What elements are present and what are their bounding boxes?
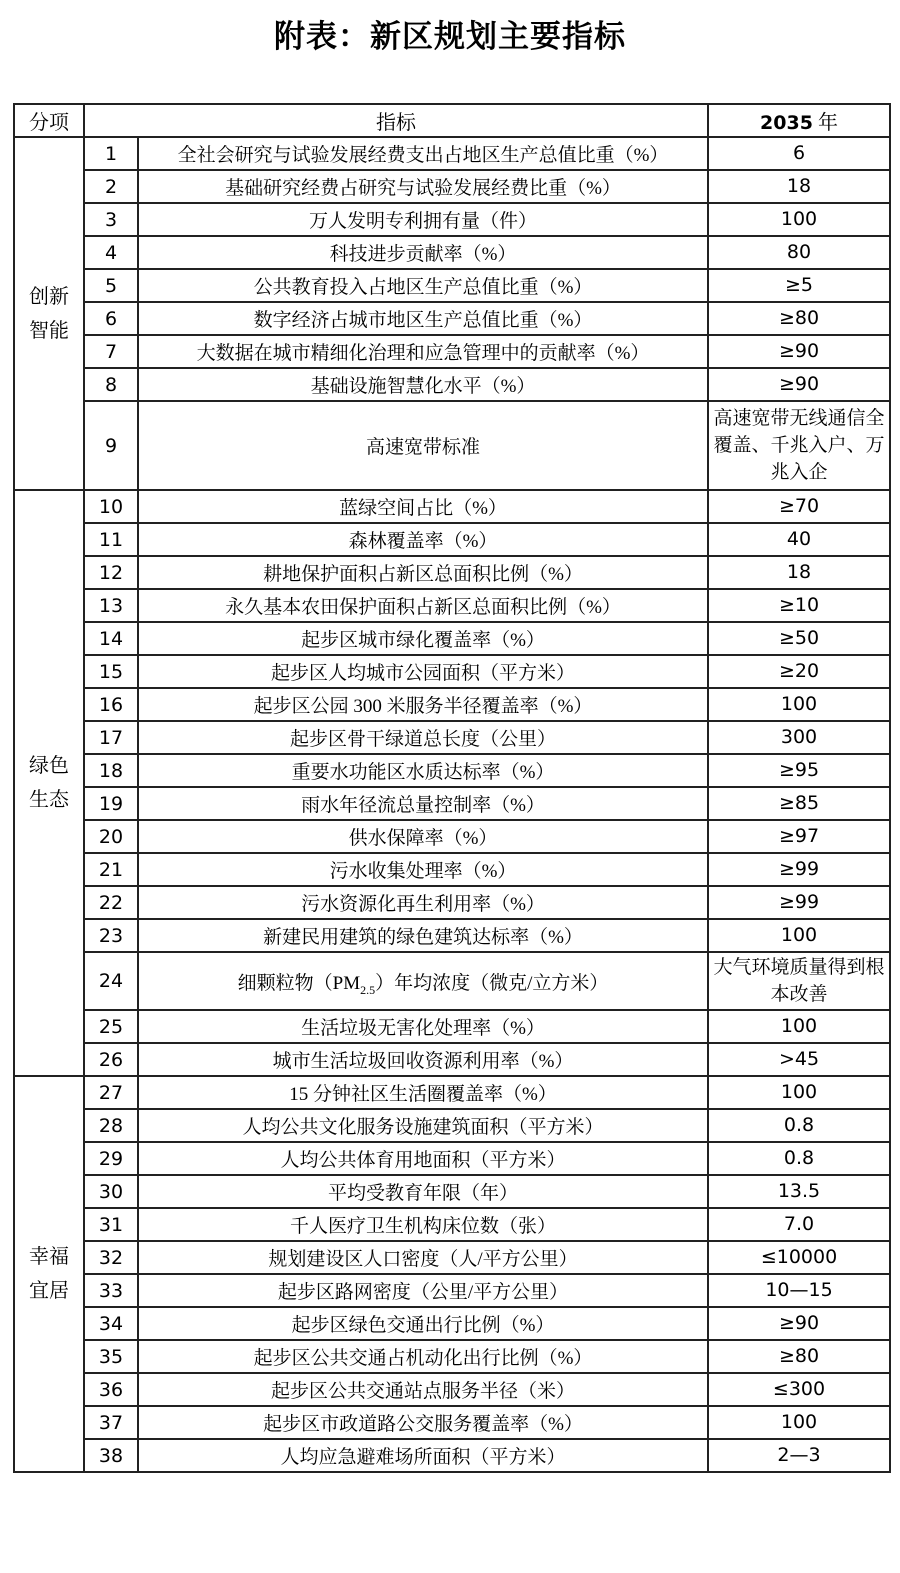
header-row [14, 104, 890, 137]
table-row [14, 1142, 890, 1175]
table-row [14, 1373, 890, 1406]
row-number-cell: 16 [84, 688, 138, 721]
value-cell: ≥90 [708, 368, 890, 401]
value-cell: ≥95 [708, 754, 890, 787]
table-row [14, 1340, 890, 1373]
indicator-cell: 重要水功能区水质达标率（%） [138, 754, 708, 787]
value-cell: 100 [708, 1010, 890, 1043]
table-row [14, 1043, 890, 1076]
value-cell: ≥20 [708, 655, 890, 688]
category-label-line: 宜居 [29, 1280, 69, 1302]
indicator-cell: 平均受教育年限（年） [138, 1175, 708, 1208]
indicator-cell [138, 952, 708, 1010]
row-number-cell: 30 [84, 1175, 138, 1208]
row-number-cell: 13 [84, 589, 138, 622]
table-row [14, 137, 890, 170]
value-cell: 0.8 [708, 1109, 890, 1142]
table-row [14, 203, 890, 236]
table-row [14, 820, 890, 853]
table-row [14, 952, 890, 1010]
row-number-cell: 38 [84, 1439, 138, 1472]
indicator-cell: 污水资源化再生利用率（%） [138, 886, 708, 919]
row-number-cell: 22 [84, 886, 138, 919]
row-number-cell: 35 [84, 1340, 138, 1373]
row-number-cell: 37 [84, 1406, 138, 1439]
indicator-cell: 城市生活垃圾回收资源利用率（%） [138, 1043, 708, 1076]
row-number-cell: 27 [84, 1076, 138, 1109]
indicator-cell: 蓝绿空间占比（%） [138, 490, 708, 523]
value-cell: ≥90 [708, 335, 890, 368]
row-number-cell: 6 [84, 302, 138, 335]
table-row [14, 1406, 890, 1439]
table-row [14, 787, 890, 820]
table-row [14, 1109, 890, 1142]
row-number-cell: 34 [84, 1307, 138, 1340]
value-cell: 0.8 [708, 1142, 890, 1175]
table-row [14, 401, 890, 490]
value-cell: 100 [708, 1406, 890, 1439]
table-row [14, 1241, 890, 1274]
table-row [14, 236, 890, 269]
table-row [14, 589, 890, 622]
value-cell: >45 [708, 1043, 890, 1076]
indicator-cell: 雨水年径流总量控制率（%） [138, 787, 708, 820]
indicator-cell: 15 分钟社区生活圈覆盖率（%） [138, 1076, 708, 1109]
indicator-cell: 人均公共文化服务设施建筑面积（平方米） [138, 1109, 708, 1142]
value-cell: ≥90 [708, 1307, 890, 1340]
value-cell: ≥50 [708, 622, 890, 655]
indicator-cell: 供水保障率（%） [138, 820, 708, 853]
indicator-cell: 基础研究经费占研究与试验发展经费比重（%） [138, 170, 708, 203]
table-row [14, 688, 890, 721]
value-cell: ≤300 [708, 1373, 890, 1406]
indicator-cell: 规划建设区人口密度（人/平方公里） [138, 1241, 708, 1274]
indicator-cell: 永久基本农田保护面积占新区总面积比例（%） [138, 589, 708, 622]
header-cell-category: 分项 [14, 104, 84, 137]
value-cell: 2—3 [708, 1439, 890, 1472]
row-number-cell: 10 [84, 490, 138, 523]
value-cell: 40 [708, 523, 890, 556]
indicator-cell: 千人医疗卫生机构床位数（张） [138, 1208, 708, 1241]
table-row [14, 721, 890, 754]
row-number-cell: 7 [84, 335, 138, 368]
row-number-cell: 17 [84, 721, 138, 754]
table-row [14, 886, 890, 919]
value-cell: ≥5 [708, 269, 890, 302]
table-row [14, 655, 890, 688]
value-cell: ≥10 [708, 589, 890, 622]
value-cell: 大气环境质量得到根本改善 [708, 952, 890, 1010]
indicator-cell: 起步区骨干绿道总长度（公里） [138, 721, 708, 754]
row-number-cell: 11 [84, 523, 138, 556]
row-number-cell: 18 [84, 754, 138, 787]
header-year-number: 2035 [760, 112, 813, 134]
indicator-cell: 起步区公园 300 米服务半径覆盖率（%） [138, 688, 708, 721]
value-cell: ≥99 [708, 853, 890, 886]
value-cell: ≥97 [708, 820, 890, 853]
indicator-cell: 耕地保护面积占新区总面积比例（%） [138, 556, 708, 589]
table-row [14, 1208, 890, 1241]
row-number-cell: 28 [84, 1109, 138, 1142]
indicator-cell: 起步区绿色交通出行比例（%） [138, 1307, 708, 1340]
value-cell: 18 [708, 556, 890, 589]
table-row [14, 556, 890, 589]
row-number-cell: 3 [84, 203, 138, 236]
value-cell: ≥85 [708, 787, 890, 820]
value-cell: 18 [708, 170, 890, 203]
row-number-cell: 24 [84, 952, 138, 1010]
indicator-cell: 森林覆盖率（%） [138, 523, 708, 556]
row-number-cell: 31 [84, 1208, 138, 1241]
row-number-cell: 12 [84, 556, 138, 589]
table-row [14, 1076, 890, 1109]
indicator-cell: 起步区公共交通站点服务半径（米） [138, 1373, 708, 1406]
category-cell-livability [14, 1076, 84, 1472]
table-row [14, 853, 890, 886]
indicator-cell: 大数据在城市精细化治理和应急管理中的贡献率（%） [138, 335, 708, 368]
row-number-cell: 8 [84, 368, 138, 401]
indicator-cell: 新建民用建筑的绿色建筑达标率（%） [138, 919, 708, 952]
value-cell: ≥80 [708, 302, 890, 335]
indicator-cell: 起步区公共交通占机动化出行比例（%） [138, 1340, 708, 1373]
value-cell: ≥80 [708, 1340, 890, 1373]
row-number-cell: 25 [84, 1010, 138, 1043]
indicator-cell: 起步区人均城市公园面积（平方米） [138, 655, 708, 688]
value-cell: ≤10000 [708, 1241, 890, 1274]
table-row [14, 170, 890, 203]
value-cell: 6 [708, 137, 890, 170]
indicators-table [13, 103, 891, 1473]
category-cell-green-ecology [14, 490, 84, 1076]
value-cell: 100 [708, 688, 890, 721]
category-label-line: 幸福 [29, 1246, 69, 1268]
value-cell: 80 [708, 236, 890, 269]
row-number-cell: 33 [84, 1274, 138, 1307]
table-row [14, 523, 890, 556]
category-label-line: 创新 [29, 285, 69, 308]
row-number-cell: 1 [84, 137, 138, 170]
value-cell: ≥99 [708, 886, 890, 919]
value-cell: 高速宽带无线通信全覆盖、千兆入户、万兆入企 [708, 401, 890, 490]
indicator-cell: 人均应急避难场所面积（平方米） [138, 1439, 708, 1472]
table-row [14, 490, 890, 523]
table-row [14, 622, 890, 655]
table-row [14, 1439, 890, 1472]
row-number-cell: 21 [84, 853, 138, 886]
value-cell: 10—15 [708, 1274, 890, 1307]
row-number-cell: 26 [84, 1043, 138, 1076]
category-label-line: 智能 [29, 319, 69, 342]
row-number-cell: 5 [84, 269, 138, 302]
table-row [14, 368, 890, 401]
indicator-cell: 数字经济占城市地区生产总值比重（%） [138, 302, 708, 335]
page-title: 附表：新区规划主要指标 [274, 19, 626, 54]
row-number-cell: 29 [84, 1142, 138, 1175]
row-number-cell: 2 [84, 170, 138, 203]
indicator-cell: 起步区路网密度（公里/平方公里） [138, 1274, 708, 1307]
row-number-cell: 32 [84, 1241, 138, 1274]
indicator-cell: 基础设施智慧化水平（%） [138, 368, 708, 401]
value-cell: 100 [708, 203, 890, 236]
table-row [14, 1307, 890, 1340]
indicator-cell: 科技进步贡献率（%） [138, 236, 708, 269]
row-number-cell: 14 [84, 622, 138, 655]
row-number-cell: 15 [84, 655, 138, 688]
table-row [14, 269, 890, 302]
indicator-cell: 生活垃圾无害化处理率（%） [138, 1010, 708, 1043]
indicator-cell: 人均公共体育用地面积（平方米） [138, 1142, 708, 1175]
indicator-cell: 高速宽带标准 [138, 401, 708, 490]
value-cell: 100 [708, 919, 890, 952]
header-cell-indicator: 指标 [84, 104, 708, 137]
indicator-subscript: 2.5 [360, 982, 376, 997]
table-row [14, 1175, 890, 1208]
table-row [14, 335, 890, 368]
row-number-cell: 19 [84, 787, 138, 820]
row-number-cell: 4 [84, 236, 138, 269]
row-number-cell: 20 [84, 820, 138, 853]
indicator-cell: 全社会研究与试验发展经费支出占地区生产总值比重（%） [138, 137, 708, 170]
value-cell: 7.0 [708, 1208, 890, 1241]
indicator-text-pre: 细颗粒物（PM [237, 972, 361, 994]
header-cell-year [708, 104, 890, 137]
value-cell: 300 [708, 721, 890, 754]
category-label-line: 生态 [29, 789, 69, 811]
table-row [14, 1274, 890, 1307]
table-row [14, 302, 890, 335]
table-row [14, 919, 890, 952]
value-cell: 13.5 [708, 1175, 890, 1208]
indicator-cell: 起步区市政道路公交服务覆盖率（%） [138, 1406, 708, 1439]
row-number-cell: 36 [84, 1373, 138, 1406]
value-cell: ≥70 [708, 490, 890, 523]
row-number-cell: 23 [84, 919, 138, 952]
value-cell: 100 [708, 1076, 890, 1109]
indicator-cell: 万人发明专利拥有量（件） [138, 203, 708, 236]
indicator-text-post: ）年均浓度（微克/立方米） [375, 972, 609, 994]
table-row [14, 1010, 890, 1043]
indicator-cell: 公共教育投入占地区生产总值比重（%） [138, 269, 708, 302]
indicator-cell: 污水收集处理率（%） [138, 853, 708, 886]
row-number-cell: 9 [84, 401, 138, 490]
category-label-line: 绿色 [29, 755, 69, 777]
header-year-suffix: 年 [812, 112, 838, 134]
table-row [14, 754, 890, 787]
indicator-cell: 起步区城市绿化覆盖率（%） [138, 622, 708, 655]
category-cell-innovation [14, 137, 84, 490]
